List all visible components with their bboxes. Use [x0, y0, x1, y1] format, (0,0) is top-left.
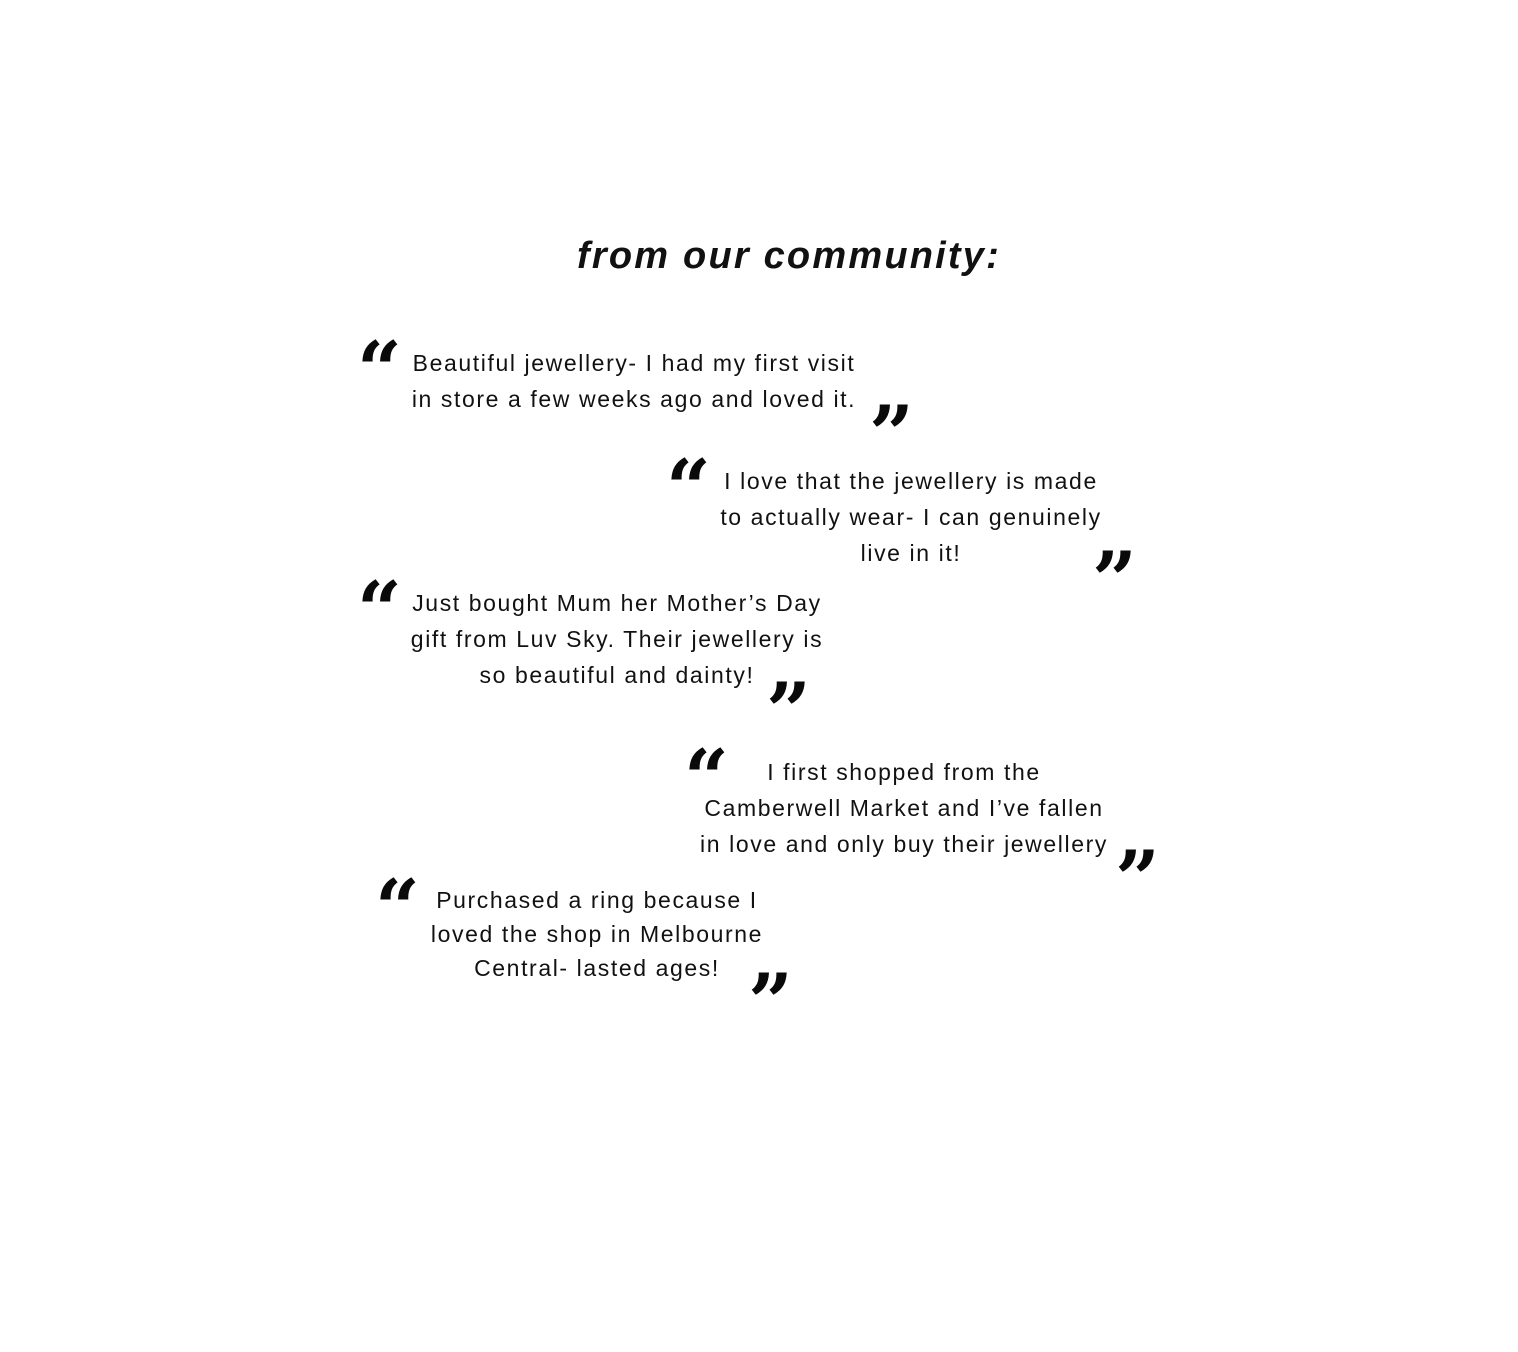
testimonial-line: to actually wear- I can genuinely	[720, 504, 1102, 530]
open-quote-icon: “	[666, 443, 711, 534]
testimonial-text	[712, 463, 1110, 571]
testimonial-line: live in it!	[860, 540, 962, 566]
section-heading: from our community:	[577, 235, 1001, 277]
open-quote-icon: “	[357, 565, 402, 656]
testimonial-line: I love that the jewellery is made	[724, 468, 1098, 494]
testimonial-line: I first shopped from the	[767, 759, 1041, 785]
testimonial-line: Beautiful jewellery- I had my first visit	[412, 350, 856, 376]
close-quote-icon: ”	[869, 389, 914, 480]
testimonial-line: Camberwell Market and I’ve fallen	[704, 795, 1104, 821]
testimonial-line: so beautiful and dainty!	[479, 662, 755, 688]
testimonial-line: loved the shop in Melbourne	[430, 921, 764, 947]
testimonial-text	[420, 883, 774, 985]
close-quote-icon: ”	[1115, 834, 1160, 925]
open-quote-icon: “	[375, 863, 420, 954]
testimonial-line: in love and only buy their jewellery	[700, 831, 1108, 857]
testimonial-text	[690, 754, 1118, 862]
open-quote-icon: “	[684, 733, 729, 824]
close-quote-icon: ”	[1092, 535, 1137, 626]
testimonial-line: Just bought Mum her Mother’s Day	[412, 590, 822, 616]
testimonial-line: Purchased a ring because I	[436, 887, 758, 913]
testimonial-line: Central- lasted ages!	[474, 955, 720, 981]
close-quote-icon: ”	[766, 666, 811, 757]
close-quote-icon: ”	[748, 957, 793, 1048]
testimonial-text	[402, 345, 866, 417]
testimonial-line: in store a few weeks ago and loved it.	[411, 386, 857, 412]
testimonial-line: gift from Luv Sky. Their jewellery is	[410, 626, 824, 652]
open-quote-icon: “	[357, 325, 402, 416]
